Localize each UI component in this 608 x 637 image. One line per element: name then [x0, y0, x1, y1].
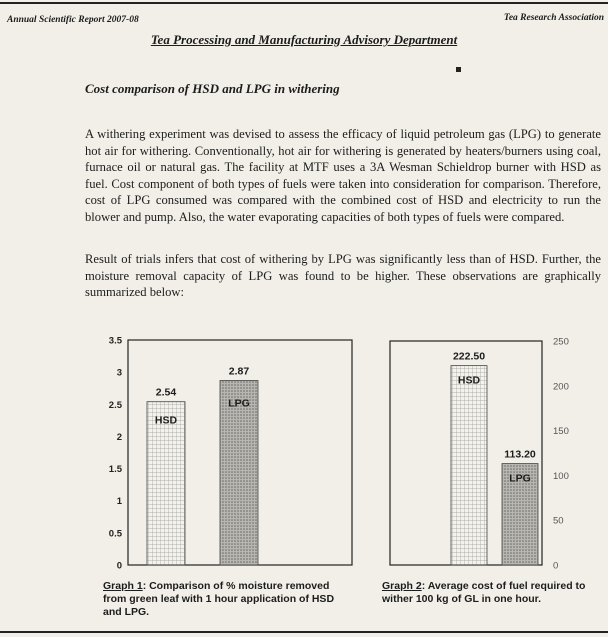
bar-value-label: 113.20	[504, 448, 536, 461]
section-title: Cost comparison of HSD and LPG in withering	[85, 81, 340, 96]
graph2-caption-label: Graph 2	[382, 580, 422, 592]
bar-category-label: LPG	[228, 397, 250, 410]
bar-value-label: 2.87	[228, 365, 250, 378]
y-tick-label: 0	[116, 560, 122, 572]
report-title: Annual Scientific Report 2007-08	[7, 15, 139, 25]
y-tick-label: 250	[553, 336, 569, 348]
organization-name: Tea Research Association	[503, 13, 604, 23]
y-tick-label: 50	[553, 515, 564, 527]
y-tick-label: 2	[116, 431, 122, 443]
bar-value-label: 222.50	[452, 350, 486, 363]
y-tick-label: 150	[553, 426, 569, 438]
graph2-caption	[382, 580, 602, 606]
paragraph-intro: A withering experiment was devised to assess the efficacy of liquid petroleum gas (LPG) to generate hot air for withering. Conventionally, hot air for withering is generated by heaters/burners using coal, furnace oil or natural gas. The facility at MTF uses a 3A Wesman Schieldrop burner with HSD as fuel. Cost component of both types of fuels were taken into consideration for comparison. Therefore, cost of LPG consumed was compared with the combined cost of HSD and electricity to run the blower and pump. Also, the water evaporating capacities of both types of fuels were compared.	[85, 127, 601, 224]
bar-hsd	[451, 366, 487, 565]
paragraph-result: Result of trials infers that cost of withering by LPG was significantly less than of HSD. Further, the moisture removal capacity of LPG was found to be higher. These observations are graphically summarized below:	[85, 252, 601, 299]
bar-category-label: HSD	[154, 414, 178, 427]
graph2-cost-chart	[390, 337, 569, 572]
graph2-caption-text: : Average cost of fuel required to wither 100 kg of GL in one hour.	[382, 580, 586, 605]
y-tick-label: 3	[116, 367, 122, 379]
y-tick-label: 1.5	[108, 464, 122, 476]
graph1-moisture-chart	[109, 336, 352, 572]
y-tick-label: 100	[553, 470, 569, 482]
y-tick-label: 3.5	[108, 335, 122, 347]
y-tick-label: 0	[553, 560, 559, 572]
bar-value-label: 2.54	[155, 386, 177, 399]
graph1-caption-text: : Comparison of % moisture removed from green leaf with 1 hour application of HSD and LPG.	[103, 580, 335, 618]
graph1-caption-label: Graph 1	[103, 580, 143, 592]
y-tick-label: 200	[553, 381, 569, 393]
y-tick-label: 1	[116, 496, 122, 508]
bar-category-label: HSD	[457, 374, 481, 387]
graph1-caption	[103, 580, 353, 619]
bottom-rule	[0, 631, 608, 633]
bar-category-label: LPG	[509, 472, 531, 485]
department-title: Tea Processing and Manufacturing Advisory Department	[150, 32, 458, 47]
y-tick-label: 0.5	[108, 528, 122, 540]
y-tick-label: 2.5	[108, 399, 122, 411]
